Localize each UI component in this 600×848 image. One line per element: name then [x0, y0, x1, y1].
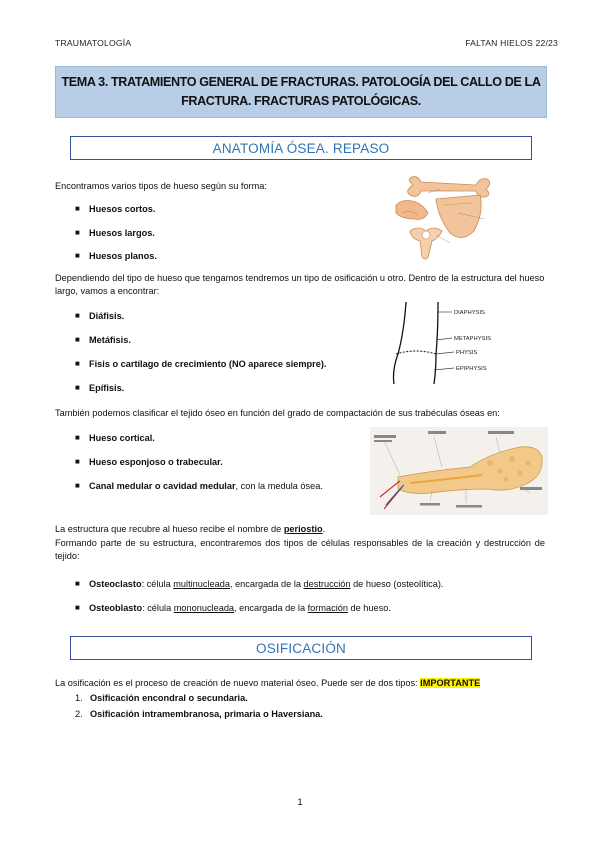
- important-highlight: IMPORTANTE: [420, 678, 481, 688]
- bone-tissue-illustration: [370, 427, 548, 515]
- list-item: 1. Osificación encondral o secundaria.: [75, 693, 248, 703]
- periosteum-text: La estructura que recubre al hueso recibe el nombre de periostio.: [55, 524, 326, 534]
- document-title: [55, 66, 547, 118]
- page-number: 1: [297, 797, 303, 808]
- ossification-text: La osificación es el proceso de creación de nuevo material óseo. Puede ser de dos tipos: IMPORTANTE: [55, 678, 481, 688]
- section-heading-ossification: OSIFICACIÓN: [70, 636, 532, 660]
- section-heading-anatomy: ANATOMÍA ÓSEA. REPASO: [70, 136, 532, 160]
- bone-shapes-illustration: [388, 173, 498, 265]
- header-group: FALTAN HIELOS 22/23: [465, 38, 558, 48]
- ossification-intro: Dependiendo del tipo de hueso que tengamos tendremos un tipo de osificación u otro. Dentro de la estructura del hueso largo, vamos a encontrar:: [55, 273, 545, 296]
- cells-intro: Formando parte de su estructura, encontraremos dos tipos de células responsables de la creación y destrucción de tejido:: [55, 538, 545, 561]
- header-subject: TRAUMATOLOGÍA: [55, 38, 132, 48]
- long-bone-diagram: [388, 292, 518, 392]
- label-physis: PHYSIS: [456, 350, 478, 356]
- label-diaphysis: DIAPHYSIS: [454, 310, 485, 316]
- trabecular-intro: También podemos clasificar el tejido óseo en función del grado de compactación de sus trabéculas óseas en:: [55, 408, 500, 418]
- title-line-1: TEMA 3. TRATAMIENTO GENERAL DE FRACTURAS. PATOLOGÍA DEL CALLO DE LA: [61, 75, 541, 89]
- list-item: 2. Osificación intramembranosa, primaria o Haversiana.: [75, 709, 323, 719]
- label-metaphysis: METAPHYSIS: [454, 336, 491, 342]
- title-line-2: FRACTURA. FRACTURAS PATOLÓGICAS.: [181, 94, 421, 108]
- label-epiphysis: EPIPHYSIS: [456, 366, 487, 372]
- intro-forms: Encontramos varios tipos de hueso según su forma:: [55, 181, 267, 191]
